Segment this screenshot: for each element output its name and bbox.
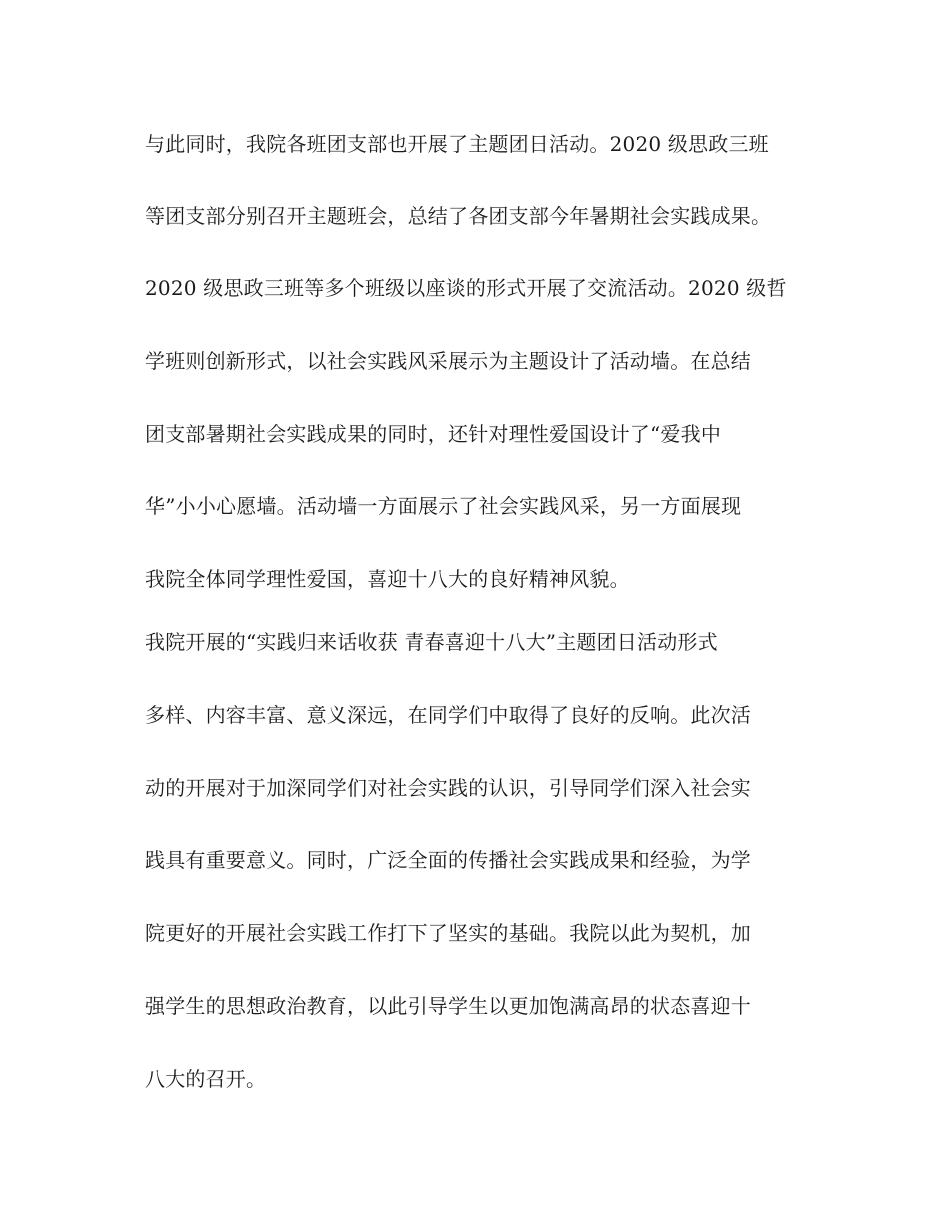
paragraph-2-line-4: 践具有重要意义。同时，广泛全面的传播社会实践成果和经验，为学	[145, 848, 751, 872]
paragraph-2-line-6: 强学生的思想政治教育，以此引导学生以更加饱满高昂的状态喜迎十	[145, 994, 751, 1018]
paragraph-1-line-3: 2020 级思政三班等多个班级以座谈的形式开展了交流活动。2020 级哲	[145, 276, 787, 300]
paragraph-2-line-3: 动的开展对于加深同学们对社会实践的认识，引导同学们深入社会实	[145, 776, 751, 800]
paragraph-1-line-5: 团支部暑期社会实践成果的同时，还针对理性爱国设计了“爱我中	[145, 422, 722, 446]
paragraph-1-line-6: 华”小小心愿墙。活动墙一方面展示了社会实践风采，另一方面展现	[145, 494, 742, 518]
paragraph-2-line-7: 八大的召开。	[145, 1067, 267, 1091]
paragraph-2-line-1: 我院开展的“实践归来话收获 青春喜迎十八大”主题团日活动形式	[145, 630, 718, 654]
paragraph-1-line-4: 学班则创新形式，以社会实践风采展示为主题设计了活动墙。在总结	[145, 349, 751, 373]
paragraph-2-line-5: 院更好的开展社会实践工作打下了坚实的基础。我院以此为契机，加	[145, 921, 751, 945]
paragraph-1-line-2: 等团支部分别召开主题班会，总结了各团支部今年暑期社会实践成果。	[145, 204, 772, 228]
paragraph-1-line-1: 与此同时，我院各班团支部也开展了主题团日活动。2020 级思政三班	[145, 132, 769, 156]
paragraph-2-line-2: 多样、内容丰富、意义深远，在同学们中取得了良好的反响。此次活	[145, 703, 751, 727]
paragraph-1-line-7: 我院全体同学理性爱国，喜迎十八大的良好精神风貌。	[145, 567, 630, 591]
